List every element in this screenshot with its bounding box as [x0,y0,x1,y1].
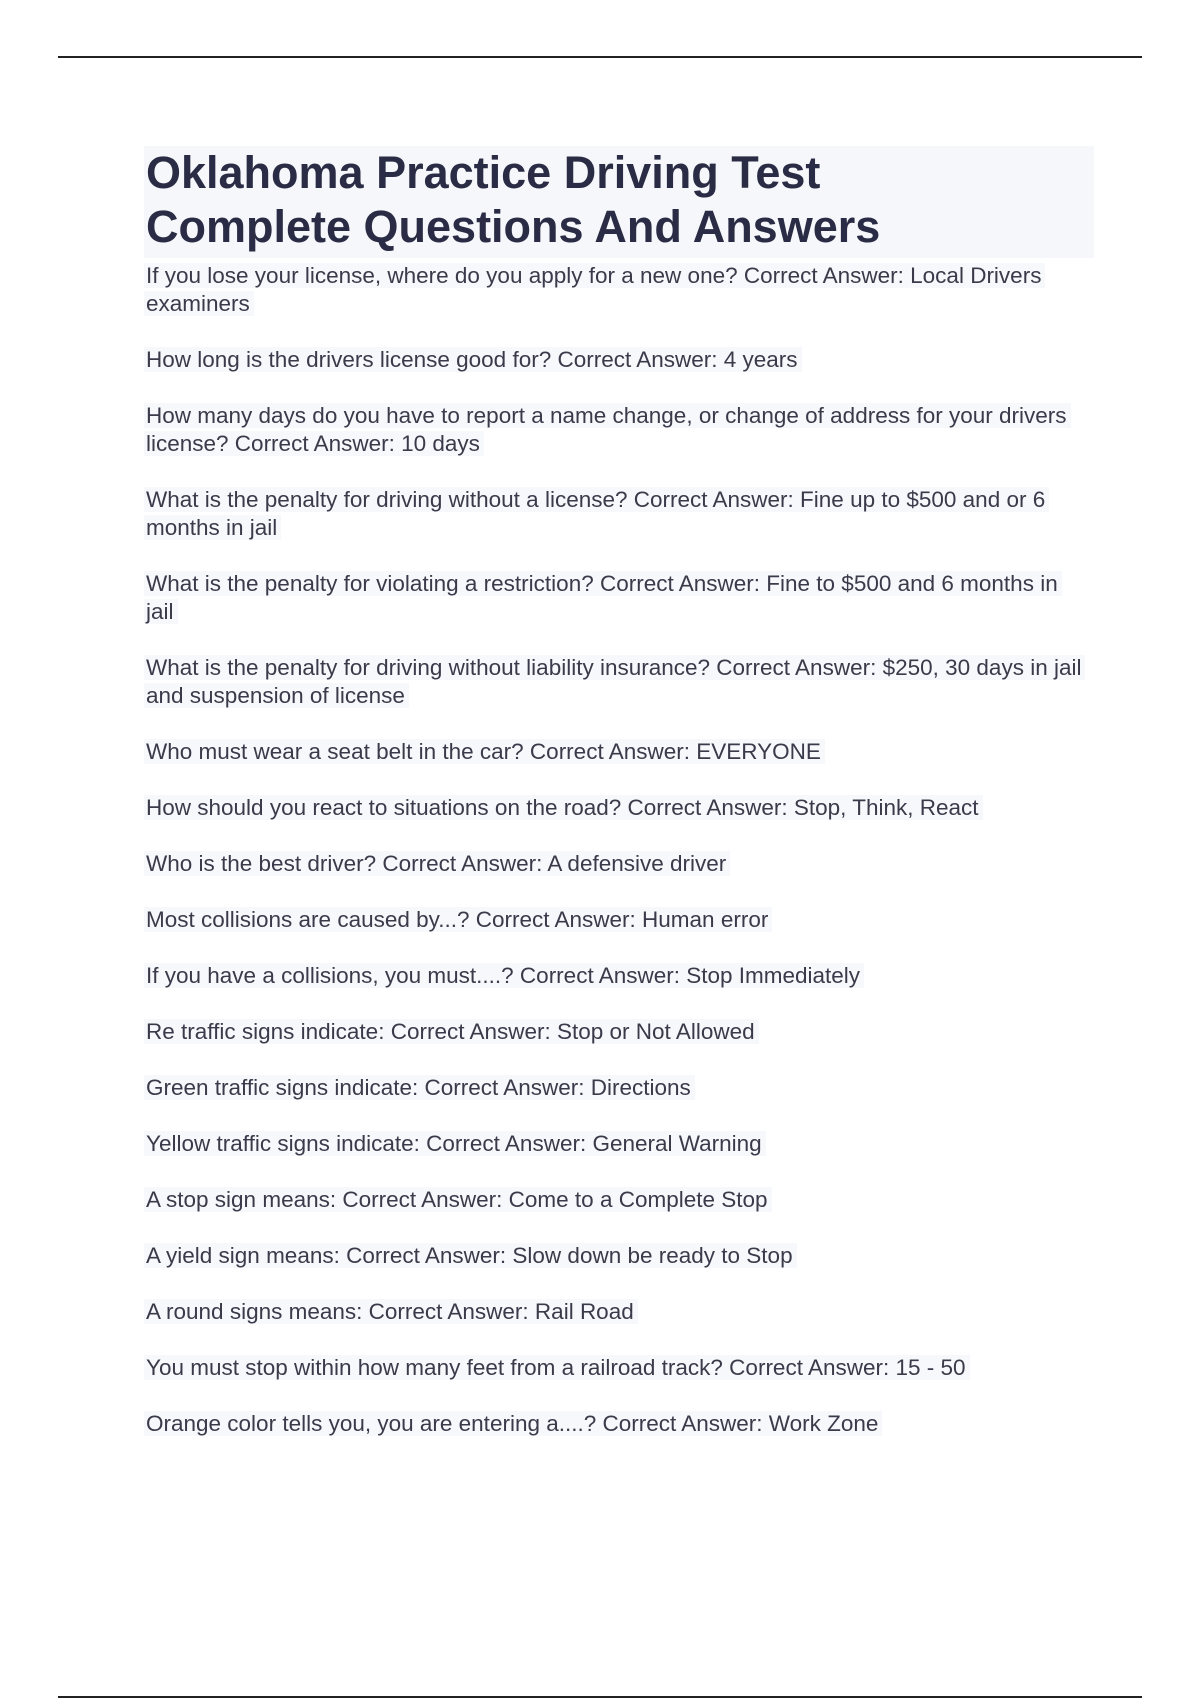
qa-item [144,570,1094,626]
qa-item [144,1130,1094,1158]
qa-item [144,1186,1094,1214]
qa-item [144,738,1094,766]
qa-text: Most collisions are caused by...? Correct Answer: Human error [144,907,772,932]
qa-item [144,1354,1094,1382]
qa-list [144,262,1094,1438]
qa-text: What is the penalty for driving without a license? Correct Answer: Fine up to $500 and or 6 months in jail [144,487,1049,540]
qa-text: What is the penalty for driving without liability insurance? Correct Answer: $250, 30 days in jail and suspension of license [144,655,1085,708]
qa-text: A stop sign means: Correct Answer: Come to a Complete Stop [144,1187,772,1212]
qa-text: A round signs means: Correct Answer: Rail Road [144,1299,638,1324]
qa-text: If you have a collisions, you must....? Correct Answer: Stop Immediately [144,963,864,988]
qa-text: A yield sign means: Correct Answer: Slow down be ready to Stop [144,1243,797,1268]
qa-item [144,486,1094,542]
qa-text: Orange color tells you, you are entering a....? Correct Answer: Work Zone [144,1411,882,1436]
title-line-1: Oklahoma Practice Driving Test [146,147,821,198]
qa-item [144,1242,1094,1270]
qa-item [144,850,1094,878]
qa-text: Green traffic signs indicate: Correct Answer: Directions [144,1075,695,1100]
qa-item [144,402,1094,458]
qa-text: What is the penalty for violating a restriction? Correct Answer: Fine to $500 and 6 months in jail [144,571,1062,624]
qa-item [144,1074,1094,1102]
qa-text: Who is the best driver? Correct Answer: A defensive driver [144,851,730,876]
bottom-rule [58,1696,1142,1698]
qa-text: If you lose your license, where do you apply for a new one? Correct Answer: Local Drivers examiners [144,263,1045,316]
document-body [144,146,1094,1466]
qa-item [144,794,1094,822]
qa-item [144,1410,1094,1438]
qa-text: How long is the drivers license good for? Correct Answer: 4 years [144,347,802,372]
qa-text: Yellow traffic signs indicate: Correct Answer: General Warning [144,1131,766,1156]
qa-text: Who must wear a seat belt in the car? Correct Answer: EVERYONE [144,739,825,764]
qa-text: How should you react to situations on the road? Correct Answer: Stop, Think, React [144,795,983,820]
page-title [144,146,1094,258]
qa-item [144,962,1094,990]
qa-item [144,906,1094,934]
qa-text: You must stop within how many feet from a railroad track? Correct Answer: 15 - 50 [144,1355,970,1380]
qa-item [144,1298,1094,1326]
top-rule [58,56,1142,58]
qa-item [144,1018,1094,1046]
qa-item [144,262,1094,318]
qa-item [144,346,1094,374]
qa-text: Re traffic signs indicate: Correct Answer: Stop or Not Allowed [144,1019,759,1044]
qa-item [144,654,1094,710]
title-line-2: Complete Questions And Answers [146,201,881,252]
qa-text: How many days do you have to report a name change, or change of address for your drivers license? Correct Answer: 10 days [144,403,1071,456]
